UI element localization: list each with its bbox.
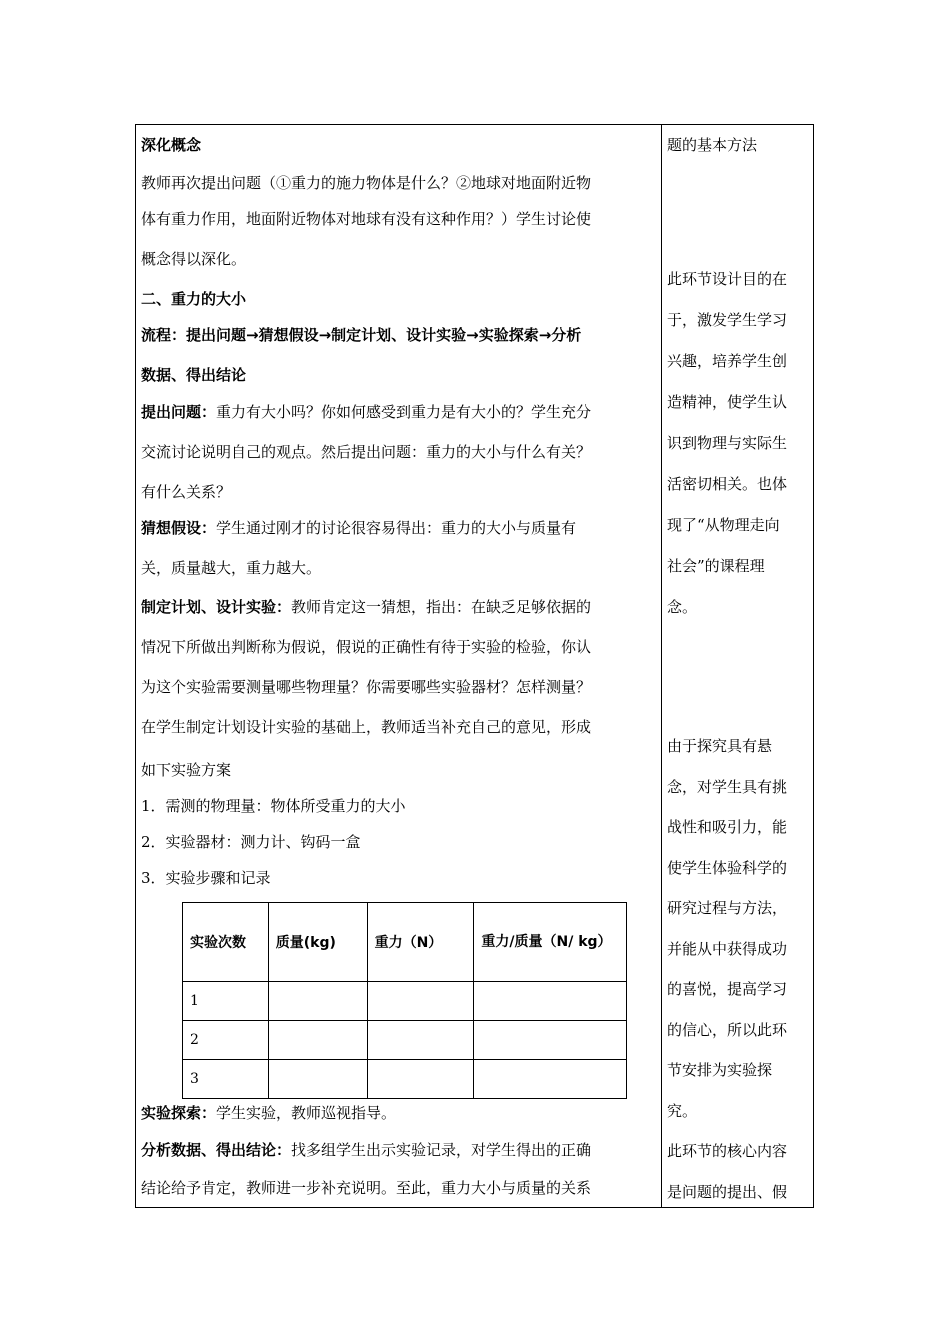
note-line: 究。 [667, 1102, 698, 1120]
plan-line: 如下实验方案 [141, 761, 232, 779]
analyze-label: 分析数据、得出结论： [141, 1141, 292, 1159]
ask-label: 提出问题： [141, 403, 217, 421]
plan-line: 教师肯定这一猜想，指出：在缺乏足够依据的 [291, 598, 592, 616]
ratio-cell [474, 1060, 627, 1099]
explore-label: 实验探索： [141, 1104, 217, 1122]
note-line: 造精神，使学生认 [667, 393, 788, 411]
mass-cell [268, 1060, 367, 1099]
ask-line: 交流讨论说明自己的观点。然后提出问题：重力的大小与什么有关？ [141, 443, 592, 461]
note-line: 战性和吸引力，能 [667, 818, 788, 836]
table-header-row [183, 903, 627, 982]
trial-number: 3 [183, 1060, 269, 1099]
ask-line: 重力有大小吗？你如何感受到重力是有大小的？学生充分 [216, 403, 592, 421]
explore-text: 学生实验，教师巡视指导。 [216, 1104, 397, 1122]
deepen-heading: 深化概念 [141, 136, 202, 154]
note-line: 于，激发学生学习 [667, 311, 788, 329]
mass-cell [268, 1021, 367, 1060]
column-divider [661, 125, 662, 1207]
note-line: 识到物理与实际生 [667, 434, 788, 452]
note-line: 题的基本方法 [667, 136, 758, 154]
deepen-line: 体有重力作用，地面附近物体对地球有没有这种作用？）学生讨论使 [141, 210, 592, 228]
experiment-record-table [182, 902, 627, 1099]
guess-line: 关，质量越大，重力越大。 [141, 559, 322, 577]
note-line: 节安排为实验探 [667, 1061, 773, 1079]
note-line: 念。 [667, 598, 698, 616]
plan-label: 制定计划、设计实验： [141, 598, 292, 616]
note-line: 此环节的核心内容 [667, 1142, 788, 1160]
note-line: 现了“从物理走向 [667, 516, 780, 534]
list-item: 1．需测的物理量：物体所受重力的大小 [141, 797, 406, 815]
deepen-line: 概念得以深化。 [141, 250, 247, 268]
flow-line: 数据、得出结论 [141, 366, 247, 384]
ratio-cell [474, 1021, 627, 1060]
plan-paragraph [141, 597, 591, 617]
plan-line: 情况下所做出判断称为假说，假说的正确性有待于实验的检验，你认 [141, 638, 592, 656]
ratio-cell [474, 982, 627, 1021]
plan-line: 为这个实验需要测量哪些物理量？你需要哪些实验器材？怎样测量？ [141, 678, 592, 696]
guess-paragraph [141, 518, 576, 538]
ask-paragraph [141, 402, 591, 422]
note-line: 兴趣，培养学生创 [667, 352, 788, 370]
analyze-line: 找多组学生出示实验记录，对学生得出的正确 [291, 1141, 592, 1159]
trial-number: 2 [183, 1021, 269, 1060]
gravity-cell [367, 982, 474, 1021]
note-line: 并能从中获得成功 [667, 940, 788, 958]
table-row [183, 1060, 627, 1099]
plan-line: 在学生制定计划设计实验的基础上，教师适当补充自己的意见，形成 [141, 718, 592, 736]
table-row [183, 1021, 627, 1060]
note-line: 此环节设计目的在 [667, 270, 788, 288]
trial-number: 1 [183, 982, 269, 1021]
gravity-cell [367, 1021, 474, 1060]
guess-line: 学生通过刚才的讨论很容易得出：重力的大小与质量有 [216, 519, 577, 537]
list-item: 2．实验器材：测力计、钩码一盒 [141, 833, 361, 851]
lesson-table [135, 124, 814, 1208]
flow-line: 流程：提出问题→猜想假设→制定计划、设计实验→实验探索→分析 [141, 326, 582, 344]
header-gravity: 重力（N） [367, 903, 474, 982]
guess-label: 猜想假设： [141, 519, 217, 537]
mass-cell [268, 982, 367, 1021]
header-mass: 质量(kg) [268, 903, 367, 982]
header-trial: 实验次数 [183, 903, 269, 982]
header-ratio: 重力/质量（N/ kg） [474, 903, 627, 982]
note-line: 的信心，所以此环 [667, 1021, 788, 1039]
analyze-line: 结论给予肯定，教师进一步补充说明。至此，重力大小与质量的关系 [141, 1179, 592, 1197]
note-line: 活密切相关。也体 [667, 475, 788, 493]
list-item: 3．实验步骤和记录 [141, 869, 271, 887]
note-line: 研究过程与方法， [667, 899, 788, 917]
note-line: 的喜悦，提高学习 [667, 980, 788, 998]
note-line: 是问题的提出、假 [667, 1183, 788, 1201]
note-line: 社会”的课程理 [667, 557, 765, 575]
analyze-paragraph [141, 1140, 591, 1160]
note-line: 使学生体验科学的 [667, 859, 788, 877]
note-line: 念，对学生具有挑 [667, 778, 788, 796]
gravity-cell [367, 1060, 474, 1099]
table-row [183, 982, 627, 1021]
explore-paragraph [141, 1103, 396, 1123]
ask-line: 有什么关系？ [141, 483, 232, 501]
section-heading: 二、重力的大小 [141, 290, 247, 308]
deepen-line: 教师再次提出问题（①重力的施力物体是什么？②地球对地面附近物 [141, 174, 592, 192]
note-line: 由于探究具有悬 [667, 737, 773, 755]
